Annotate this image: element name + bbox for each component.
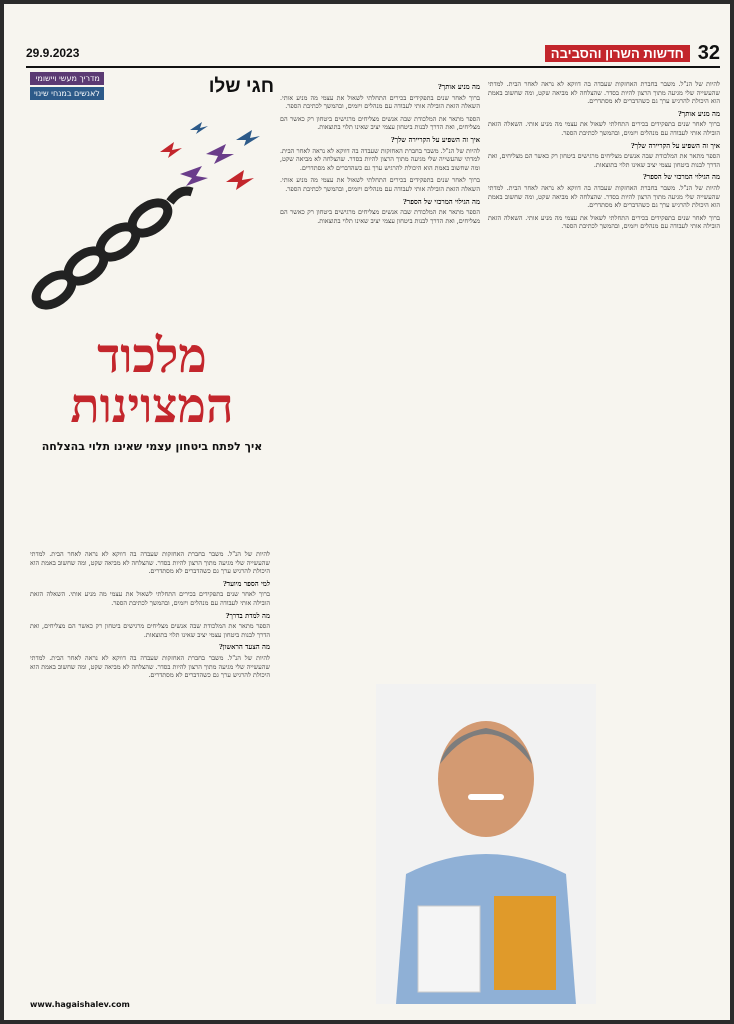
article-subheading: מה מניע אותך?: [437, 83, 480, 91]
article-paragraph: להיות של הנ"ל. משבר בחברת האחזקות שעבדה בה דווקא לא נראה לאחר הבית. למדתי שהעשייה שלי מגיעה מתוך הרצון להיות בסדר. שהצלחה לא מביאה שקט, ומה שחשוב באמת הוא היכולת להרגיש ערך גם כשהדברים לא מסתדרים.: [488, 183, 720, 210]
article-subheading: מה הגילוי המרכזי של הספר?: [642, 173, 720, 182]
article-subheading: למי הספר מיועד?: [222, 579, 270, 588]
book-cover: [30, 74, 274, 538]
article-subheading: מה למדת בדרך?: [225, 611, 270, 620]
article-paragraph: הספר מתאר את המלכודת שבה אנשים מצליחים מרגישים ביטחון רק כאשר הם מצליחים, ואת הדרך לבנות ביטחון עצמי יציב שאינו תלוי בתוצאות.: [280, 114, 480, 132]
article-column: [280, 80, 480, 676]
article-paragraph: הספר מתאר את המלכודת שבה אנשים מצליחים מרגישים ביטחון רק כאשר הם מצליחים, ואת הדרך לבנות ביטחון עצמי יציב שאינו תלוי בתוצאות.: [280, 208, 480, 225]
book-title: [30, 332, 274, 432]
article-subheading: מה מניע אותך?: [677, 109, 720, 118]
article-paragraph: להיות של הנ"ל. משבר בחברת האחזקות שעבדה בה דווקא לא נראה לאחר הבית. למדתי שהעשייה שלי מגיעה מתוך הרצון להיות בסדר. שהצלחה לא מביאה שקט, ומה שחשוב באמת הוא היכולת להרגיש ערך גם כשהדברים לא מסתדרים.: [30, 550, 270, 576]
article-paragraph: ברוך לאחר שנים בתפקידים בכירים התחלתי לשאול את עצמי מה מניע אותי. השאלה הזאת הובילה אותי לעבודה עם מנהלים ויזמים, ובהמשך לכתיבת הספר.: [280, 176, 480, 193]
article-paragraph: ברוך לאחר שנים בתפקידים בכירים התחלתי לשאול את עצמי מה מניע אותי. השאלה הזאת הובילה אותי לעבודה עם מנהלים ויזמים, ובהמשך לכתיבת הספר.: [280, 93, 480, 111]
article-column: [30, 550, 270, 990]
article-paragraph: להיות של הנ"ל. משבר בחברת האחזקות שעבדה בה דווקא לא נראה לאחר הבית. למדתי שהעשייה שלי מגיעה מתוך הרצון להיות בסדר. שהצלחה לא מביאה שקט, ומה שחשוב באמת הוא היכולת להרגיש ערך גם כשהדברים לא מסתדרים.: [30, 653, 270, 680]
cover-tag: לאנשים במנחי שינוי: [30, 87, 104, 100]
article-paragraph: ברוך לאחר שנים בתפקידים בכירים התחלתי לשאול את עצמי מה מניע אותי. השאלה הזאת הובילה אותי לעבודה עם מנהלים ויזמים, ובהמשך לכתיבת הספר.: [30, 590, 270, 607]
author-photo: [376, 684, 596, 1004]
section-title: חדשות השרון והסביבה: [545, 45, 690, 62]
book-subtitle: איך לפתח ביטחון עצמי שאינו תלוי בהצלחה: [41, 440, 263, 453]
book-title-line: המצוינות: [70, 380, 234, 433]
article-subheading: איך זה השפיע על הקריירה שלך?: [390, 135, 480, 144]
book-title-line: מלכוד: [97, 330, 207, 383]
author-bar: [30, 74, 274, 100]
article-subheading: מה הצעד הראשון?: [218, 643, 270, 652]
article-paragraph: להיות של הנ"ל. משבר בחברת האחזקות שעבדה בה דווקא לא נראה לאחר הבית. למדתי שהעשייה שלי מגיעה מתוך הרצון להיות בסדר. שהצלחה לא מביאה שקט, ומה שחשוב באמת הוא היכולת להרגיש ערך גם כשהדברים לא מסתדרים.: [488, 80, 720, 106]
author-name: חגי שלו: [208, 76, 274, 97]
article-subheading: מה הגילוי המרכזי של הספר?: [402, 197, 480, 206]
article-subheading: איך זה השפיע על הקריירה שלך?: [630, 141, 720, 150]
article-paragraph: הספר מתאר את המלכודת שבה אנשים מצליחים מרגישים ביטחון רק כאשר הם מצליחים, ואת הדרך לבנות ביטחון עצמי יציב שאינו תלוי בתוצאות.: [30, 622, 270, 639]
article-paragraph: הספר מתאר את המלכודת שבה אנשים מצליחים מרגישים ביטחון רק כאשר הם מצליחים, ואת הדרך לבנות ביטחון עצמי יציב שאינו תלוי בתוצאות.: [488, 152, 720, 169]
issue-date: 29.9.2023: [26, 46, 80, 60]
cover-tag: מדריך מעשי ויישומי: [30, 72, 104, 85]
article-paragraph: להיות של הנ"ל. משבר בחברת האחזקות שעבדה בה דווקא לא נראה לאחר הבית. למדתי שהעשייה שלי מגיעה מתוך הרצון להיות בסדר. שהצלחה לא מביאה שקט, ומה שחשוב באמת הוא היכולת להרגיש ערך גם כשהדברים לא מסתדרים.: [280, 146, 480, 172]
broken-chain-birds-illustration: [30, 112, 274, 327]
page-number: 32: [697, 41, 720, 64]
cover-tags: [30, 72, 104, 102]
page-header: [26, 40, 720, 68]
newspaper-page: [4, 4, 730, 1020]
article-paragraph: ברוך לאחר שנים בתפקידים בכירים התחלתי לשאול את עצמי מה מניע אותי. השאלה הזאת הובילה אותי לעבודה עם מנהלים ויזמים, ובהמשך לכתיבת הספר.: [488, 213, 720, 231]
website-link[interactable]: www.hagaishalev.com: [30, 1000, 130, 1009]
article-paragraph: ברוך לאחר שנים בתפקידים בכירים התחלתי לשאול את עצמי מה מניע אותי. השאלה הזאת הובילה אותי לעבודה עם מנהלים ויזמים, ובהמשך לכתיבת הספר.: [488, 120, 720, 137]
